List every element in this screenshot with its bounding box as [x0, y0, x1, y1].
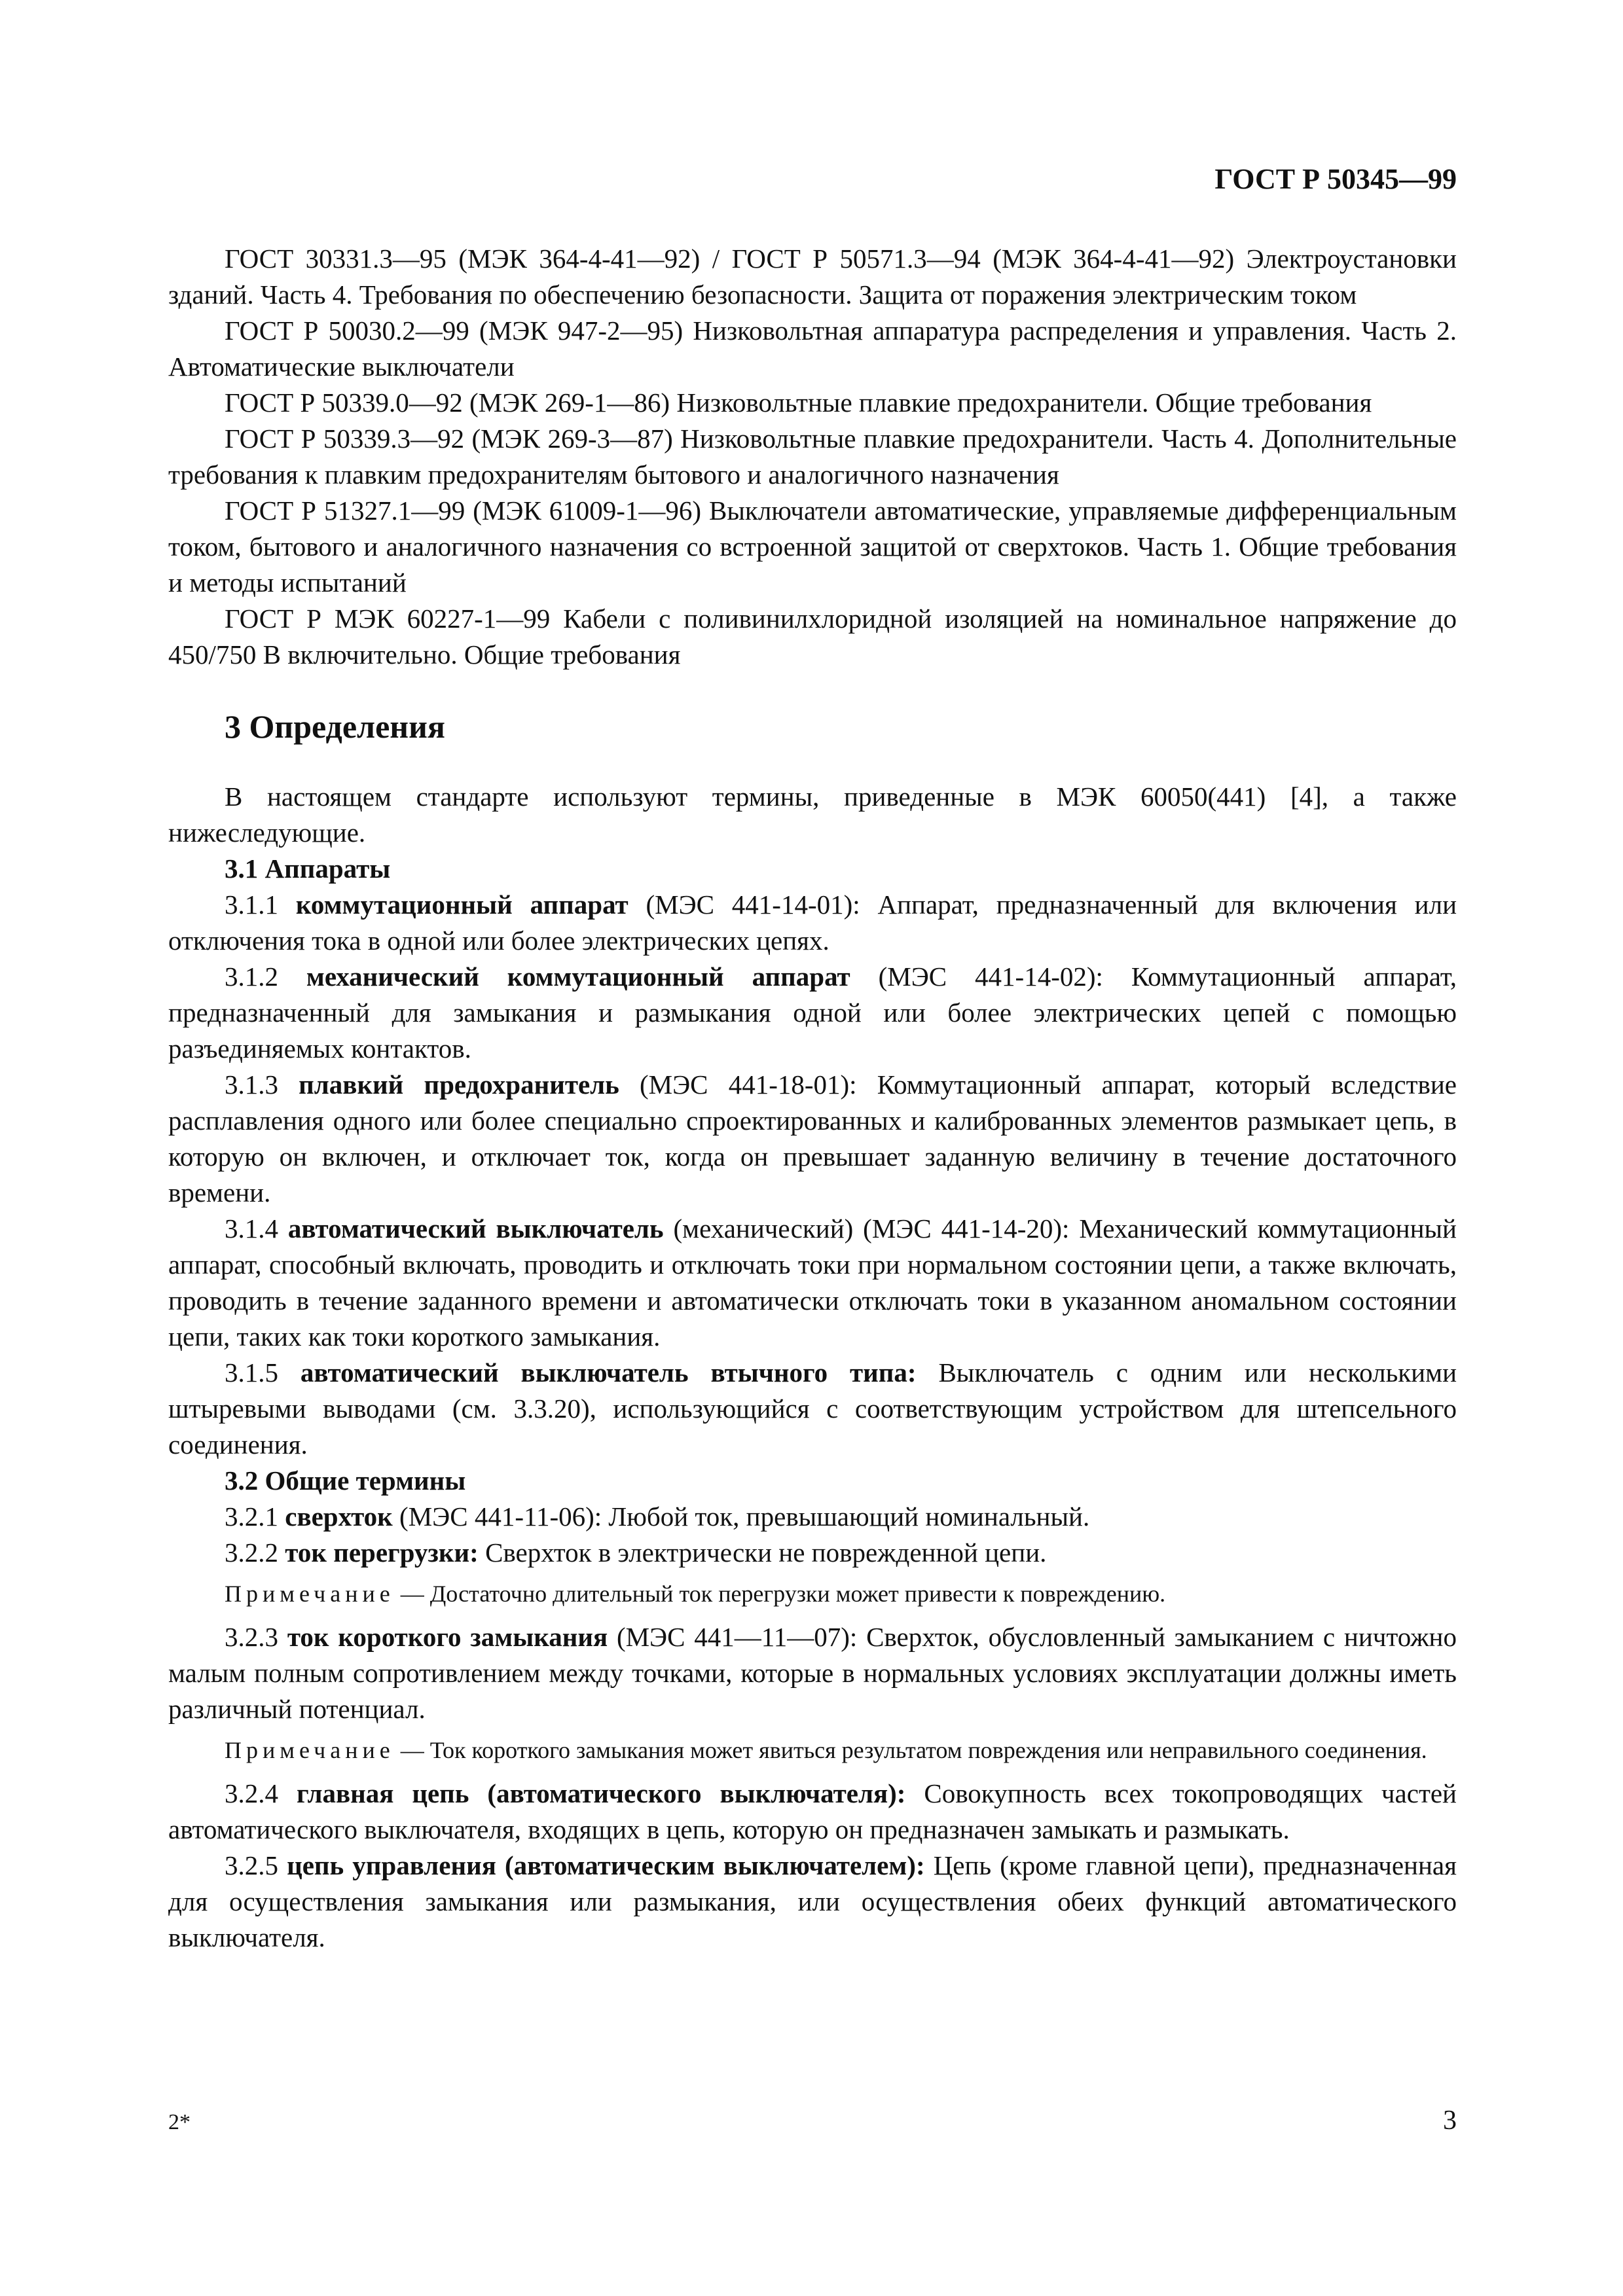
- signature-mark: 2*: [168, 2110, 191, 2134]
- definition-number: 3.1.4: [225, 1213, 288, 1244]
- definition-text: Сверхток в электрически не поврежденной цепи.: [478, 1537, 1047, 1568]
- definition-number: 3.2.3: [225, 1622, 287, 1652]
- document-body: [168, 241, 1457, 1956]
- note-label: Примечание: [225, 1581, 395, 1607]
- definition-number: 3.2.4: [225, 1778, 297, 1808]
- definition-item: [168, 1355, 1457, 1463]
- definition-number: 3.1.1: [225, 889, 296, 920]
- definition-term: автоматический выключатель втычного типа:: [300, 1357, 917, 1388]
- note-text: — Ток короткого замыкания может явиться результатом повреждения или неправильного соединения.: [394, 1737, 1427, 1763]
- definition-term: цепь управления (автоматическим выключателем):: [287, 1850, 925, 1880]
- section-intro: В настоящем стандарте используют термины, приведенные в МЭК 60050(441) [4], а также нижеследующие.: [168, 781, 1457, 848]
- reference-item: ГОСТ Р 51327.1—99 (МЭК 61009-1—96) Выключатели автоматические, управляемые дифференциальным током, бытового и аналогичного назначения со встроенной защитой от сверхтоков. Часть 1. Общие требования и методы испытаний: [168, 495, 1457, 598]
- note: [168, 1579, 1457, 1609]
- reference-item: ГОСТ Р 50339.3—92 (МЭК 269-3—87) Низковольтные плавкие предохранители. Часть 4. Дополнительные требования к плавким предохранителям бытового и аналогичного назначения: [168, 423, 1457, 490]
- definition-term: главная цепь (автоматического выключателя):: [296, 1778, 906, 1808]
- page-number: 3: [1443, 2106, 1457, 2136]
- definition-item: [168, 1499, 1457, 1535]
- definition-text: (МЭС 441-18-01): Коммутационный аппарат, который вследствие расплавления одного или более специально спроектированных и калиброванных элементов размыкает цепь, в которую он включен, и отключает ток, когда он превышает заданную величину в течение достаточного времени.: [168, 1069, 1457, 1208]
- reference-item: ГОСТ Р МЭК 60227-1—99 Кабели с поливинилхлоридной изоляцией на номинальное напряжение до 450/750 В включительно. Общие требования: [168, 603, 1457, 670]
- definition-number: 3.2.1: [225, 1501, 285, 1532]
- subsection-title: 3.2 Общие термины: [225, 1465, 466, 1496]
- definition-term: ток перегрузки:: [285, 1537, 479, 1568]
- definition-item: [168, 1776, 1457, 1848]
- definition-item: [168, 1848, 1457, 1956]
- definition-term: сверхток: [285, 1501, 393, 1532]
- definition-item: [168, 1211, 1457, 1355]
- definition-text: (механический) (МЭС 441-14-20): Механический коммутационный аппарат, способный включать, проводить и отключать токи при нормальном состоянии цепи, а также включать, проводить в течение заданного времени и автоматически отключать токи в указанном аномальном состоянии цепи, таких как токи короткого замыкания.: [168, 1213, 1457, 1352]
- reference-item: ГОСТ 30331.3—95 (МЭК 364-4-41—92) / ГОСТ Р 50571.3—94 (МЭК 364-4-41—92) Электроустановки зданий. Часть 4. Требования по обеспечению безопасности. Защита от поражения электрическим током: [168, 243, 1457, 310]
- definition-term: плавкий предохранитель: [299, 1069, 619, 1100]
- definition-item: [168, 1535, 1457, 1571]
- definition-item: [168, 1619, 1457, 1727]
- definition-term: коммутационный аппарат: [295, 889, 629, 920]
- definition-text: (МЭС 441-14-02): Коммутационный аппарат, предназначенный для замыкания и размыкания одной или более электрических цепей с помощью разъединяемых контактов.: [168, 961, 1457, 1064]
- definition-text: Цепь (кроме главной цепи), предназначенная для осуществления замыкания или размыкания, или осуществления обеих функций автоматического выключателя.: [168, 1850, 1457, 1952]
- section-title: 3 Определения: [225, 708, 445, 745]
- definition-text: (МЭС 441-11-06): Любой ток, превышающий номинальный.: [392, 1501, 1090, 1532]
- note: [168, 1735, 1457, 1765]
- definition-item: [168, 1067, 1457, 1211]
- reference-item: ГОСТ Р 50030.2—99 (МЭК 947-2—95) Низковольтная аппаратура распределения и управления. Часть 2. Автоматические выключатели: [168, 315, 1457, 382]
- definition-number: 3.1.3: [225, 1069, 299, 1100]
- definition-term: автоматический выключатель: [287, 1213, 664, 1244]
- definition-number: 3.1.5: [225, 1357, 301, 1388]
- definition-item: [168, 959, 1457, 1067]
- definition-number: 3.2.5: [225, 1850, 287, 1880]
- definition-text: Совокупность всех токопроводящих частей автоматического выключателя, входящих в цепь, которую он предназначен замыкать и размыкать.: [168, 1778, 1457, 1844]
- definition-number: 3.2.2: [225, 1537, 285, 1568]
- definition-item: [168, 887, 1457, 959]
- definition-term: ток короткого замыкания: [287, 1622, 608, 1652]
- normative-references-list: [168, 241, 1457, 673]
- definition-text: Выключатель с одним или несколькими штыревыми выводами (см. 3.3.20), использующийся с соответствующим устройством для штепсельного соединения.: [168, 1357, 1457, 1460]
- subsection-title: 3.1 Аппараты: [225, 853, 391, 884]
- standard-code-header: ГОСТ Р 50345—99: [1214, 163, 1457, 195]
- note-text: — Достаточно длительный ток перегрузки может привести к повреждению.: [394, 1581, 1166, 1607]
- definition-text: (МЭС 441-14-01): Аппарат, предназначенный для включения или отключения тока в одной или более электрических цепях.: [168, 889, 1457, 956]
- definition-text: (МЭС 441—11—07): Сверхток, обусловленный замыканием с ничтожно малым полным сопротивлением между точками, которые в нормальных условиях эксплуатации должны иметь различный потенциал.: [168, 1622, 1457, 1724]
- reference-item: ГОСТ Р 50339.0—92 (МЭК 269-1—86) Низковольтные плавкие предохранители. Общие требования: [225, 387, 1372, 418]
- definition-term: механический коммутационный аппарат: [306, 961, 850, 992]
- definition-number: 3.1.2: [225, 961, 306, 992]
- note-label: Примечание: [225, 1737, 395, 1763]
